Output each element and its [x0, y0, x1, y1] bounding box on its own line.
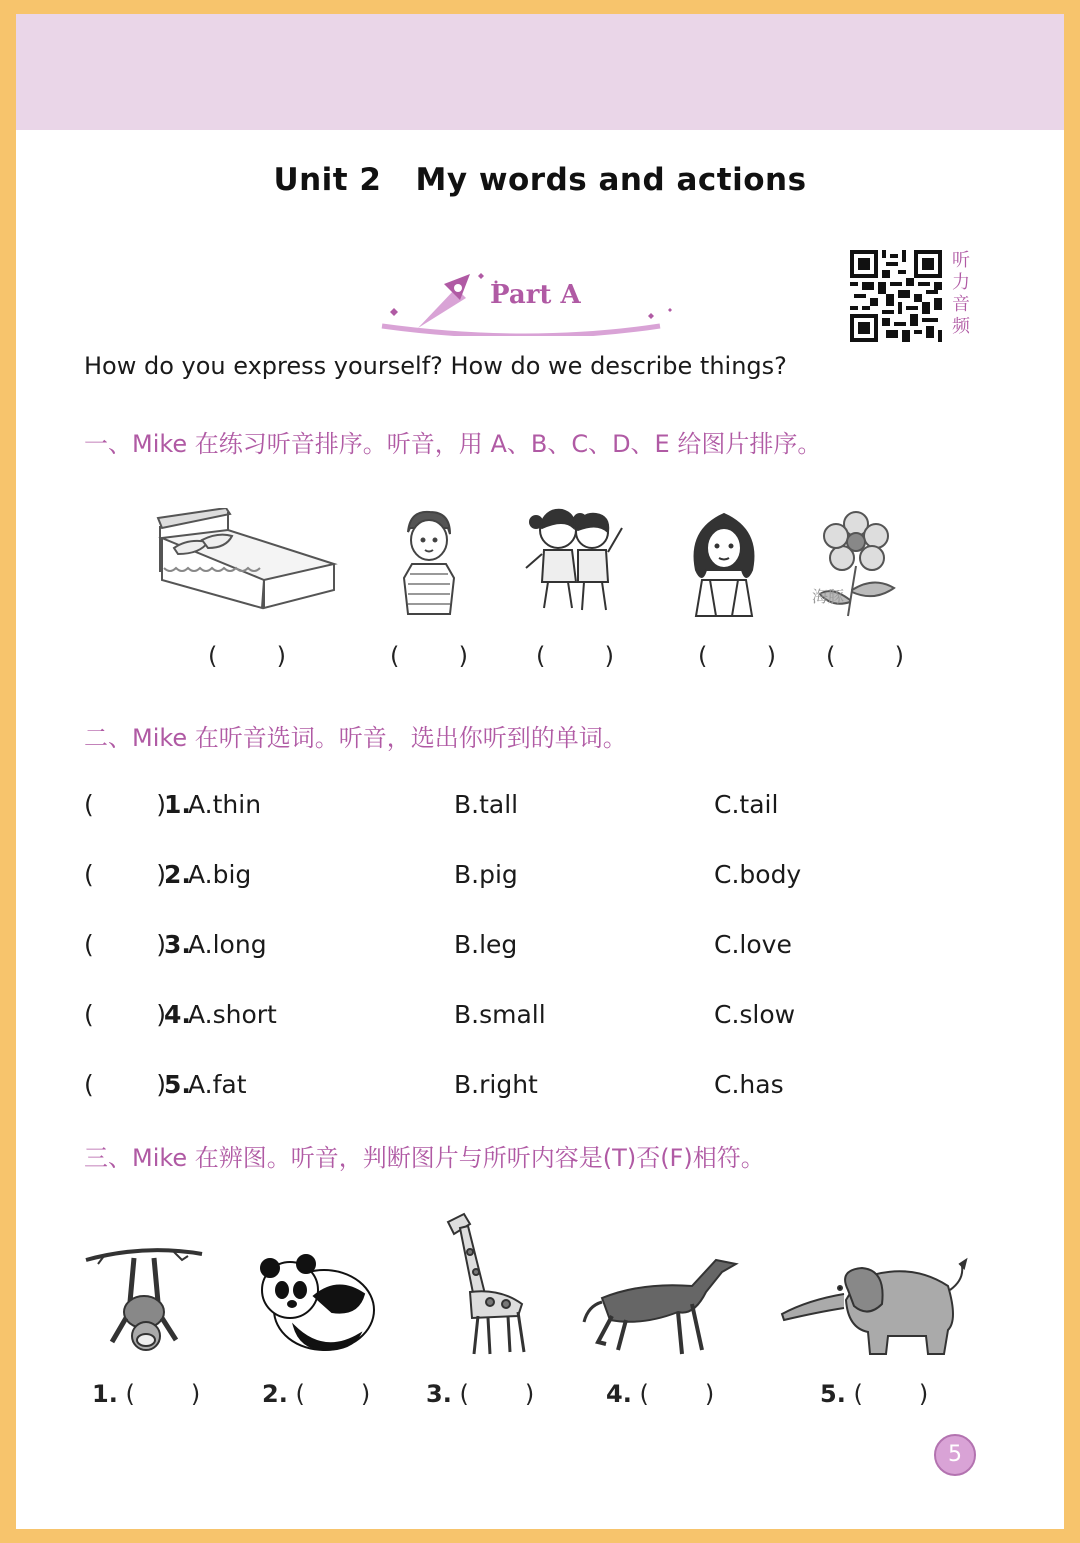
answer-blank[interactable]: 3. ( )	[426, 1380, 535, 1408]
answer-blank[interactable]: ( )	[536, 642, 614, 670]
answer-blank[interactable]: 5. ( )	[820, 1380, 929, 1408]
list-item: ( ) 5. A.fat B.right C.has	[84, 1070, 784, 1099]
title-name: My words and actions	[415, 162, 807, 198]
answer-blank[interactable]: 4. ( )	[606, 1380, 715, 1408]
answer-blank[interactable]: ( )	[208, 642, 286, 670]
answer-blank[interactable]: ( )	[826, 642, 904, 670]
list-item: ( ) 2. A.big B.pig C.body	[84, 860, 802, 889]
watermark: 海豚	[812, 587, 845, 606]
answer-blank[interactable]: ( )	[84, 860, 166, 889]
bed-icon	[154, 508, 338, 614]
answer-blank[interactable]: ( )	[698, 642, 776, 670]
part-badge	[378, 266, 678, 336]
title-unit: Unit 2	[273, 162, 382, 198]
page-title	[16, 162, 1064, 198]
answer-blank[interactable]: 1. ( )	[92, 1380, 201, 1408]
panda-icon	[254, 1246, 378, 1354]
two-kids-icon	[522, 498, 632, 616]
answer-blank[interactable]: ( )	[390, 642, 468, 670]
boy-icon	[398, 508, 460, 616]
list-item: ( ) 4. A.short B.small C.slow	[84, 1000, 796, 1029]
page-number: 5	[934, 1434, 976, 1476]
girl-icon	[686, 510, 762, 618]
elephant-icon	[778, 1250, 970, 1358]
answer-blank[interactable]: ( )	[84, 930, 166, 959]
part-label: Part A	[490, 280, 581, 310]
answer-blank[interactable]: 2. ( )	[262, 1380, 371, 1408]
section1-heading: 一、Mike 在练习听音排序。听音，用 A、B、C、D、E 给图片排序。	[84, 430, 822, 458]
monkey-icon	[84, 1242, 204, 1354]
answer-blank[interactable]: ( )	[84, 790, 166, 819]
answer-blank[interactable]: ( )	[84, 1000, 166, 1029]
dog-icon	[582, 1246, 740, 1356]
header-band	[16, 14, 1064, 130]
list-item: ( ) 3. A.long B.leg C.love	[84, 930, 792, 959]
qr-code-icon[interactable]	[850, 250, 942, 342]
section3-heading: 三、Mike 在辨图。听音，判断图片与所听内容是(T)否(F)相符。	[84, 1144, 765, 1172]
intro-question: How do you express yourself? How do we describe things?	[84, 352, 787, 380]
qr-label: 听 力 音 频	[952, 250, 970, 337]
giraffe-icon	[430, 1212, 530, 1356]
section2-heading: 二、Mike 在听音选词。听音，选出你听到的单词。	[84, 724, 627, 752]
worksheet-page	[16, 14, 1064, 1529]
answer-blank[interactable]: ( )	[84, 1070, 166, 1099]
list-item: ( ) 1. A.thin B.tall C.tail	[84, 790, 779, 819]
